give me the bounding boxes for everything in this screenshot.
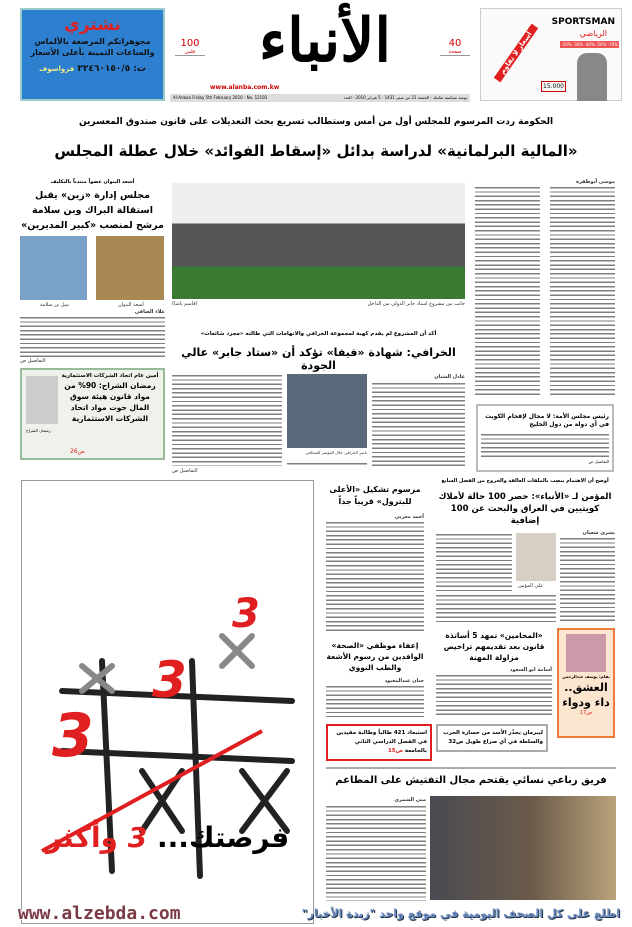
zain-body [20,316,165,357]
iraq-body [436,533,512,591]
lawyers-headline[interactable]: «المحامين» تمهد 5 أساتذة قانون بعد تقديمهم تراخيص مزاولة المهنة [443,631,545,662]
iraq-body [560,537,615,624]
byline: موسى أبوطفرة [575,179,615,185]
footer-url[interactable]: www.alzebda.com [18,903,181,924]
slogan-text: فرصتك... [156,821,290,854]
health-headline[interactable]: إعفاء موظفي «الصحة» الوافدين من رسوم الأشعة والطب النووي [326,641,424,672]
zain-kicker: أسعد البنوان عضواً منتدباً بالتكليف [50,179,135,185]
jump-link[interactable]: التفاصيل ص [20,358,46,364]
box-body [481,433,609,459]
ad-phone: ت: ٢٢٤٦٠١٥٠/٥ [77,64,146,74]
logo[interactable]: الأنباء [258,6,392,76]
ad-zain-3[interactable] [21,480,314,924]
price: 100 فلس [175,38,205,56]
box-kicker: أمين عام اتحاد الشركات الاستثمارية [61,373,159,379]
photo-asaad [96,236,164,300]
ad-line: مجوهراتكم المرصعة بالألماس [34,37,151,46]
photo-caption: ناصر الخرافي خلال المؤتمر الصحافي [305,450,367,455]
ad-banner: أسعار لا تقاوم [494,24,538,83]
oil-body [326,521,424,631]
column-author: بقلم: يوسف عبدالرحمن [562,674,610,679]
ad-brand: قرواسوف [39,65,75,73]
big-number: 3 [232,591,260,637]
iraq-kicker: أوضح أن الاهتمام ينصب بالملفات العالقة والخروج من الفصل السابع [441,478,609,484]
column-page: ص17 [579,710,593,716]
byline: حنان عبدالمعبود [384,678,424,684]
byline: عادل الشنان [434,374,465,380]
lawyers-body [436,674,552,716]
stadium-headline[interactable]: الخرافي: شهادة «فيفا» تؤكد أن «ستاد جابر» عالي الجودة [181,346,456,372]
photo-moamen [516,533,556,581]
kharafi-photo [287,374,367,448]
ad-line: والساعات الثمينة بأعلى الأسعار [30,48,155,57]
person-image [577,53,607,101]
caption: نبيل بن سلامة [40,302,70,308]
byline: بشرى شعبان [582,530,615,536]
caption: علي المؤمن [518,583,544,589]
ad-discounts: -20% -30% -40% -50% -70% [561,42,618,47]
footer-tagline: اطلع على كل الصحف اليومية في موقع واحد "زبدة الأخبار" [301,907,620,920]
stadium-photo[interactable] [172,183,465,299]
lead-body [475,186,615,396]
stadium-body [287,462,367,466]
council-box[interactable] [476,404,614,472]
oil-headline[interactable]: مرسوم تشكيل «الأعلى للبترول» قريباً جداً [329,485,421,506]
opinion-column[interactable] [557,628,615,738]
photo-credit: (قاسم باشا) [172,301,198,307]
ad-brand-ar: الرياضي [579,29,607,38]
byline: علاء الصافي [134,309,165,315]
big-number: 3 [52,701,94,771]
box-headline: رمضان الشراح: 90% من مواد قانون هيئة سوق المال حوت مواد اتحاد الشركات الاستثمارية [64,381,156,423]
inspection-headline[interactable]: فريق رباعي نسائي يقتحم مجال التفتيش على المطاعم [335,775,607,786]
slogan-number: 3 [127,821,148,854]
photo-author [566,634,606,672]
ad-title: نشتري [64,15,121,35]
divider [326,767,616,769]
inspection-photo[interactable] [430,796,616,900]
jump-link[interactable]: التفاصيل ص [172,468,198,474]
teaser-box[interactable]: استبعاد 421 طالباً وطالبة مقيدين في الفصل الدراسي الثاني بالجامعة ص15 [326,724,432,761]
zain-headline[interactable]: مجلس إدارة «زين» يقبل استقالة البراك وبن سلامة مرشح لمنصب «كبير المديرين» [21,190,164,231]
pages-count: 40 صفحة [440,38,470,56]
byline: أحمد مغربي [394,514,424,520]
byline: أسامة ابو السعود [509,667,552,673]
photo-nabil [20,236,87,300]
website[interactable]: www.alanba.com.kw [210,84,280,91]
dateline: Al-Anbaa Friday 5th February 2010 - No. 12193 يومية سياسية شاملة - الجمعة 21 من صفر 1431 - 5 فبراير 2010 - العدد [170,94,470,102]
ad-left-jewelry[interactable] [20,8,165,101]
iraq-body [436,594,556,624]
big-number: 3 [152,651,187,709]
photo-sharrah [26,376,58,424]
inspection-body [326,805,426,901]
caption: رمضان الشراح [26,428,51,433]
lead-kicker[interactable]: الحكومة ردت المرسوم للمجلس أول من أمس وستطالب تسريع بحث التعديلات على قانون صندوق المعسرين [78,117,554,127]
health-body [326,685,424,717]
ad-right-sportsman[interactable] [480,8,622,101]
slogan-text: وأكثر [45,821,118,854]
iraq-headline[interactable]: المؤمن لـ «الأنباء»: حصر 100 حالة لأملاك كويتيين في العراق والبحث عن 100 إضافية [438,492,612,526]
stadium-body [372,382,465,466]
byline: منى الشمري [394,797,426,803]
stadium-body [172,374,282,466]
jump-link[interactable]: التفاصيل ص [588,459,609,464]
column-title: العشق.. داء ودواء [562,681,610,709]
photo-caption: جانب من مشروع استاد جابر الدولي من الداخل [367,301,465,307]
stadium-kicker: أكد أن المشروع لم يقدم كهبة لمجموعة الخرافي والاتهامات التي طالته «مجرد شائعات» [200,331,437,337]
teaser-box[interactable]: ليبرمان يحذّر الأسد من خسارة الحرب والسلطة في أي صراع طويل ص32 [436,724,548,752]
caption: أسعد البنوان [118,302,144,308]
box-headline: رئيس مجلس الأمة: لا مجال لإقحام الكويت في أي دولة من دول الخليج [485,413,609,428]
lead-headline[interactable]: «المالية البرلمانية» لدراسة بدائل «إسقاط الفوائد» خلال عطلة المجلس [54,142,578,160]
ad-box-sharrah[interactable] [20,368,165,460]
ad-price: 15.000 [543,83,564,90]
ad-brand: SPORTSMAN [551,17,615,27]
box-page: ص26 [70,448,85,455]
